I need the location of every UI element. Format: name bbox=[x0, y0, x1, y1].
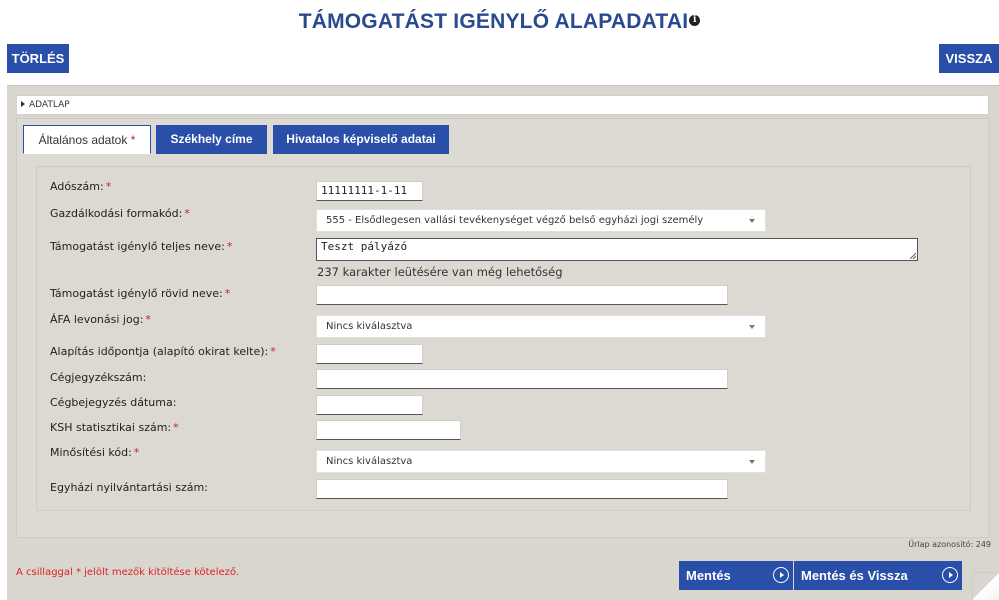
select-value: Nincs kiválasztva bbox=[326, 456, 413, 467]
required-mark: * bbox=[130, 133, 136, 147]
delete-button[interactable]: TÖRLÉS bbox=[7, 44, 69, 73]
tab-hivatalos-kepviselo[interactable]: Hivatalos képviselő adatai bbox=[273, 125, 449, 154]
page-title bbox=[0, 10, 999, 34]
label-text: Alapítás időpontja (alapító okirat kelte): bbox=[50, 345, 269, 358]
tab-szekhely-cime[interactable]: Székhely címe bbox=[156, 125, 267, 154]
label-text: Adószám: bbox=[50, 180, 104, 193]
textarea-value: Teszt pályázó bbox=[321, 240, 408, 253]
alapitas-date-input[interactable] bbox=[316, 344, 423, 364]
select-value: Nincs kiválasztva bbox=[326, 321, 413, 332]
adatlap-label: ADATLAP bbox=[29, 100, 70, 110]
gazdalkodasi-select[interactable] bbox=[316, 209, 766, 232]
required-mark: * bbox=[184, 207, 190, 220]
gazdalkodasi-label bbox=[50, 207, 190, 220]
minositesi-label bbox=[50, 446, 139, 459]
resize-handle-icon[interactable] bbox=[910, 253, 916, 259]
cegjegyzekszam-label bbox=[50, 371, 146, 384]
label-text: Cégjegyzékszám: bbox=[50, 371, 147, 384]
arrow-right-circle-icon bbox=[773, 567, 789, 583]
minositesi-select[interactable] bbox=[316, 450, 766, 473]
required-mark: * bbox=[270, 345, 276, 358]
label-text: Minősítési kód: bbox=[50, 446, 132, 459]
select-value: 555 - Elsődlegesen vallási tevékenységet végző belső egyházi jogi személy bbox=[326, 215, 704, 226]
required-mark: * bbox=[105, 180, 112, 193]
required-mark: * bbox=[224, 287, 231, 300]
rovid-nev-input[interactable] bbox=[316, 285, 728, 305]
label-text: Gazdálkodási formakód: bbox=[50, 207, 183, 220]
adoszam-label bbox=[50, 180, 111, 193]
chevron-down-icon bbox=[749, 460, 755, 464]
label-text: Támogatást igénylő teljes neve: bbox=[50, 240, 225, 253]
form-id-label: Űrlap azonosító: 249 bbox=[908, 540, 991, 549]
label-text: Egyházi nyilvántartási szám: bbox=[50, 481, 208, 494]
save-and-back-button-label: Mentés és Vissza bbox=[801, 568, 908, 583]
save-and-back-button[interactable] bbox=[794, 561, 962, 590]
teljes-nev-textarea[interactable] bbox=[316, 238, 918, 261]
teljes-nev-label bbox=[50, 240, 232, 253]
save-button-label: Mentés bbox=[686, 568, 731, 583]
ksh-input[interactable] bbox=[316, 420, 461, 440]
cegbejegyzes-label bbox=[50, 396, 176, 409]
tab-label: Általános adatok bbox=[38, 133, 128, 147]
cegjegyzekszam-input[interactable] bbox=[316, 369, 728, 389]
label-text: Cégbejegyzés dátuma: bbox=[50, 396, 177, 409]
arrow-right-circle-icon bbox=[942, 567, 958, 583]
afa-select[interactable] bbox=[316, 315, 766, 338]
afa-label bbox=[50, 313, 151, 326]
caret-right-icon bbox=[21, 101, 25, 107]
adoszam-input[interactable]: 11111111-1-11 bbox=[316, 181, 423, 201]
character-counter: 237 karakter leütésére van még lehetőség bbox=[317, 265, 563, 279]
save-button[interactable] bbox=[679, 561, 793, 590]
page-title-text: TÁMOGATÁST IGÉNYLŐ ALAPADATAI bbox=[298, 10, 689, 33]
info-icon[interactable]: i bbox=[689, 15, 700, 26]
egyhazi-label bbox=[50, 481, 208, 494]
adatlap-section-toggle[interactable] bbox=[16, 95, 989, 115]
label-text: ÁFA levonási jog: bbox=[50, 313, 144, 326]
ksh-label bbox=[50, 421, 179, 434]
chevron-down-icon bbox=[749, 219, 755, 223]
alapitas-label bbox=[50, 345, 276, 358]
required-mark: * bbox=[145, 313, 151, 326]
chevron-down-icon bbox=[749, 325, 755, 329]
egyhazi-input[interactable] bbox=[316, 479, 728, 499]
cegbejegyzes-date-input[interactable] bbox=[316, 395, 423, 415]
rovid-nev-label bbox=[50, 287, 230, 300]
required-fields-note: A csillaggal * jelölt mezők kitöltése kötelező. bbox=[16, 567, 240, 578]
back-button[interactable]: VISSZA bbox=[939, 44, 999, 73]
tab-altalanos-adatok[interactable] bbox=[23, 125, 151, 154]
required-mark: * bbox=[226, 240, 233, 253]
required-mark: * bbox=[173, 421, 179, 434]
required-mark: * bbox=[133, 446, 140, 459]
label-text: Támogatást igénylő rövid neve: bbox=[50, 287, 223, 300]
label-text: KSH statisztikai szám: bbox=[50, 421, 172, 434]
page-curl-decoration bbox=[972, 572, 999, 600]
